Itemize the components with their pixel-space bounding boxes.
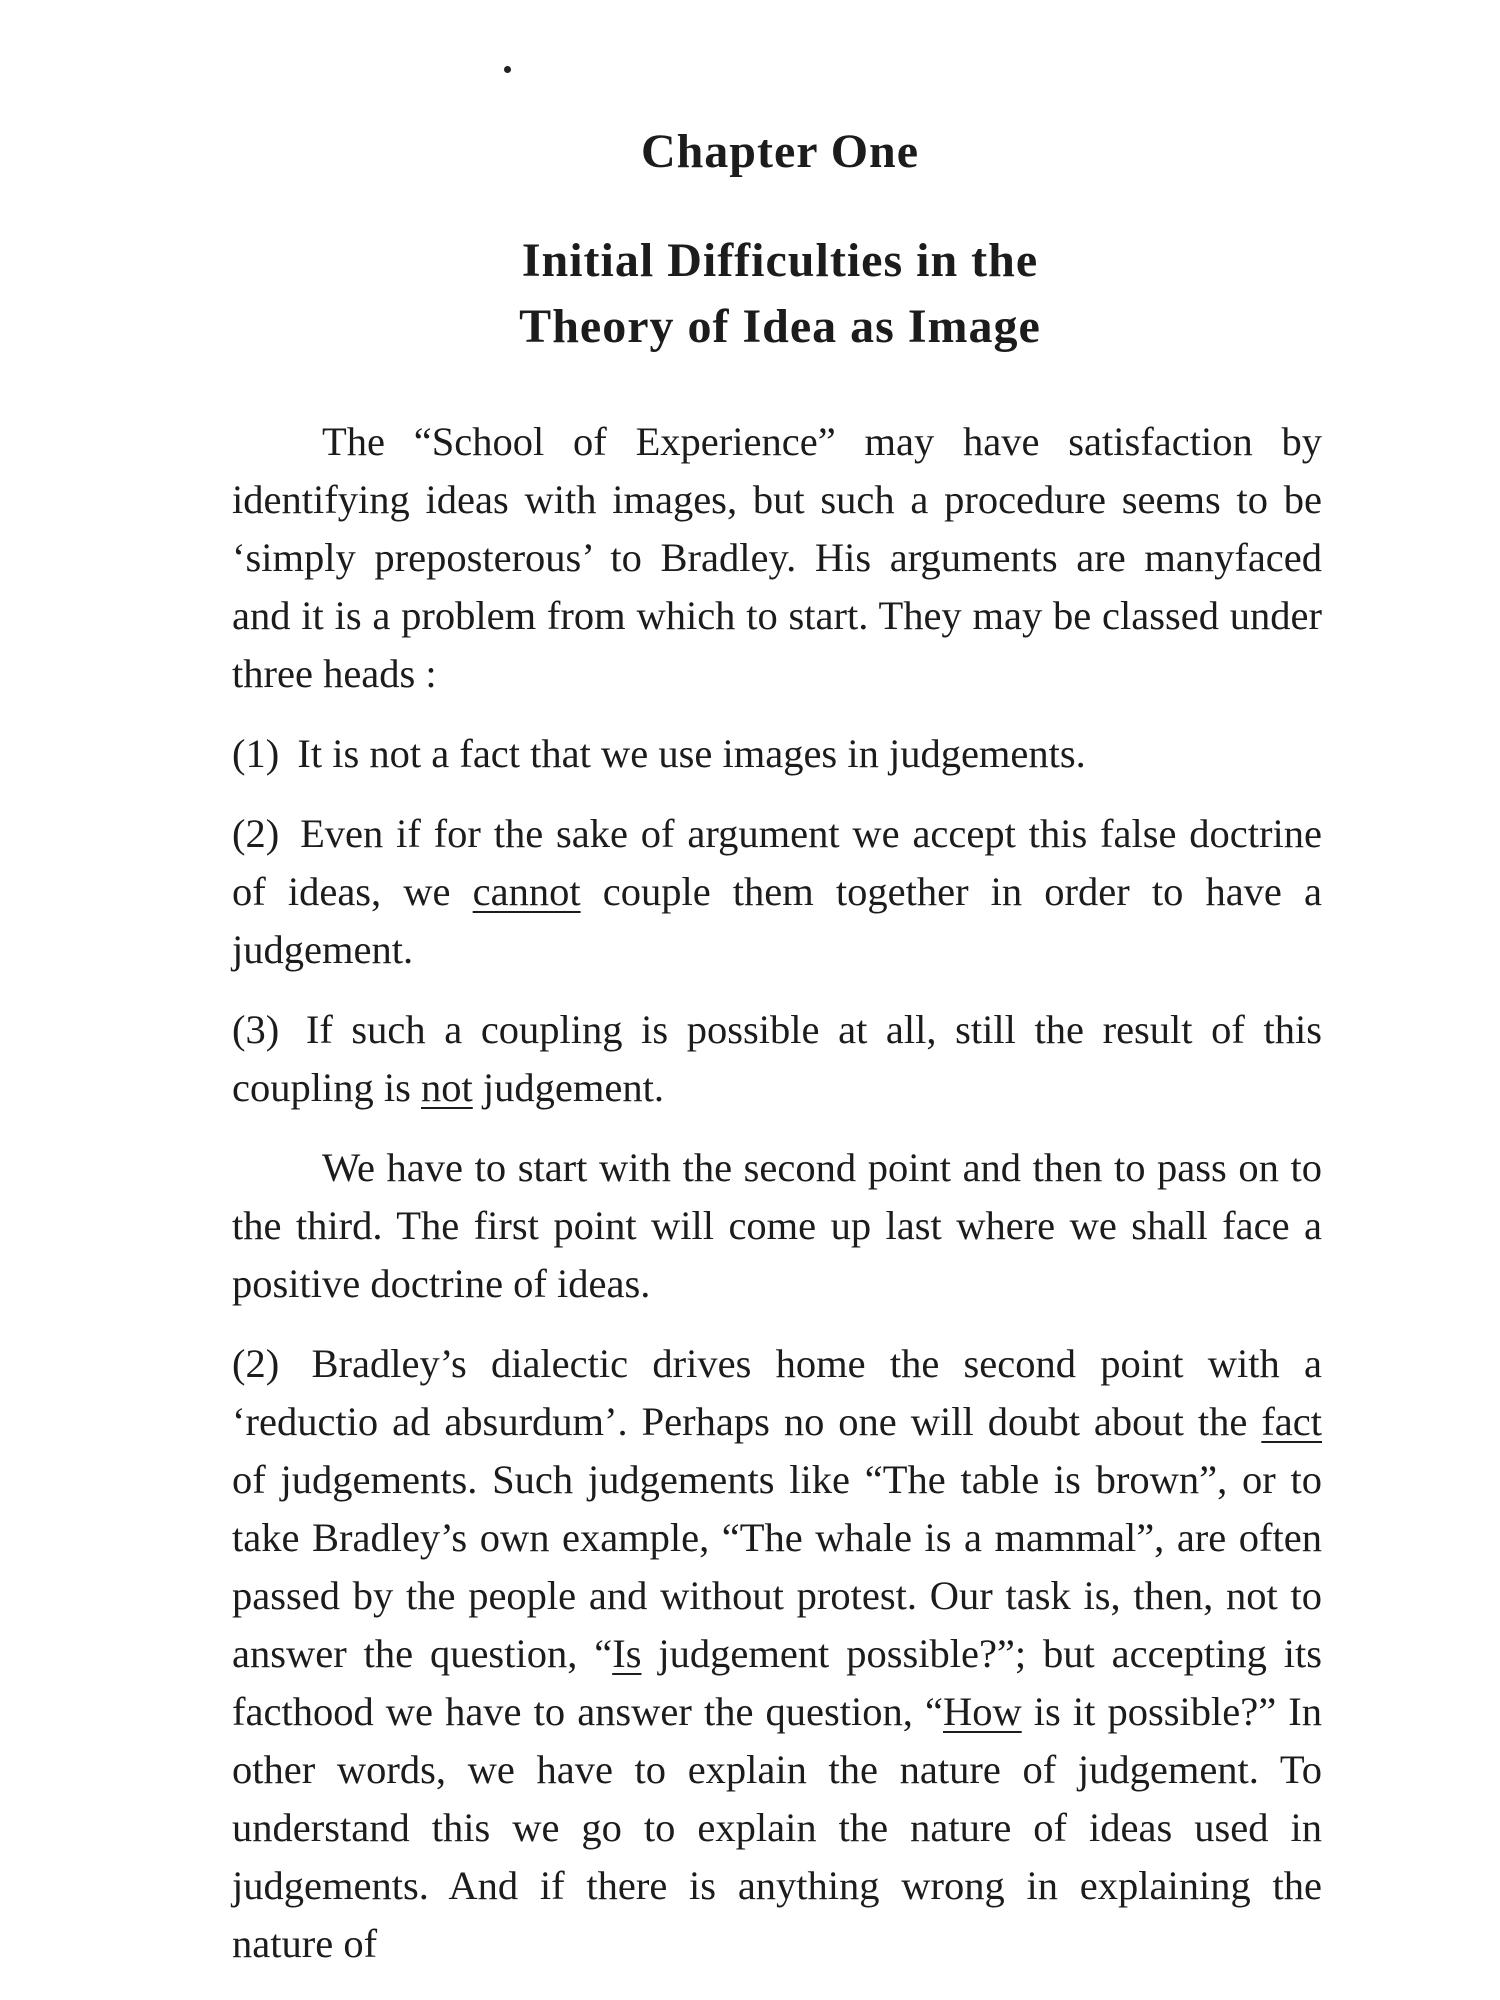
list-item-text: couple them together in order to have a judgement.	[232, 869, 1322, 972]
list-item-text: It is not a fact that we use images in judgements.	[297, 731, 1086, 776]
paragraph-text: Bradley’s dialectic drives home the second point with a ‘reductio ad absurdum’. Perhaps no one will doubt about the	[232, 1341, 1322, 1444]
paragraph-text: of judgements. Such judgements like “The table is brown”, or to take Bradley’s own example, “The whale is a mammal”, are often passed by the people and without protest. Our task is, then, not to answer the question, “	[232, 1457, 1322, 1676]
list-number: (2)	[232, 1341, 280, 1386]
underlined-word: not	[421, 1065, 473, 1110]
underlined-word: cannot	[472, 869, 581, 914]
body-text	[232, 413, 1322, 1995]
list-number: (2)	[232, 811, 280, 856]
chapter-title	[60, 228, 1500, 360]
underlined-word: How	[942, 1689, 1022, 1734]
paragraph-point-2	[232, 1335, 1322, 1973]
chapter-title-line-2: Theory of Idea as Image	[519, 300, 1041, 353]
paragraph-text: judgement possible?”; but accepting its facthood we have to answer the question, “	[232, 1631, 1322, 1734]
chapter-title-line-1: Initial Difficulties in the	[521, 234, 1039, 287]
list-item-3	[232, 1001, 1322, 1117]
paragraph-transition: We have to start with the second point and then to pass on to the third. The first point will come up last where we shall face a positive doctrine of ideas.	[232, 1145, 1322, 1306]
paragraph-intro: The “School of Experience” may have satisfaction by identifying ideas with images, but such a procedure seems to be ‘simply preposterous’ to Bradley. His arguments are manyfaced and it is a problem from which to start. They may be classed under three heads :	[232, 419, 1322, 696]
list-number: (1)	[232, 731, 280, 776]
underlined-word: fact	[1261, 1399, 1323, 1444]
list-item-text: If such a coupling is possible at all, still the result of this coupling is	[232, 1007, 1323, 1110]
list-item-text: Even if for the sake of argument we accept this false doctrine of ideas, we	[232, 811, 1322, 914]
underlined-word: Is	[612, 1631, 642, 1676]
paragraph-text: is it possible?” In other words, we have to explain the nature of judgement. To understand this we go to explain the nature of ideas used in judgements. And if there is anything wrong in explaining the nature of	[232, 1689, 1322, 1966]
list-number: (3)	[232, 1007, 280, 1052]
ink-speck	[504, 66, 511, 73]
list-item-text: judgement.	[482, 1065, 664, 1110]
chapter-label: Chapter One	[640, 125, 920, 178]
list-item-2	[232, 805, 1322, 979]
list-item-1	[232, 725, 1322, 783]
